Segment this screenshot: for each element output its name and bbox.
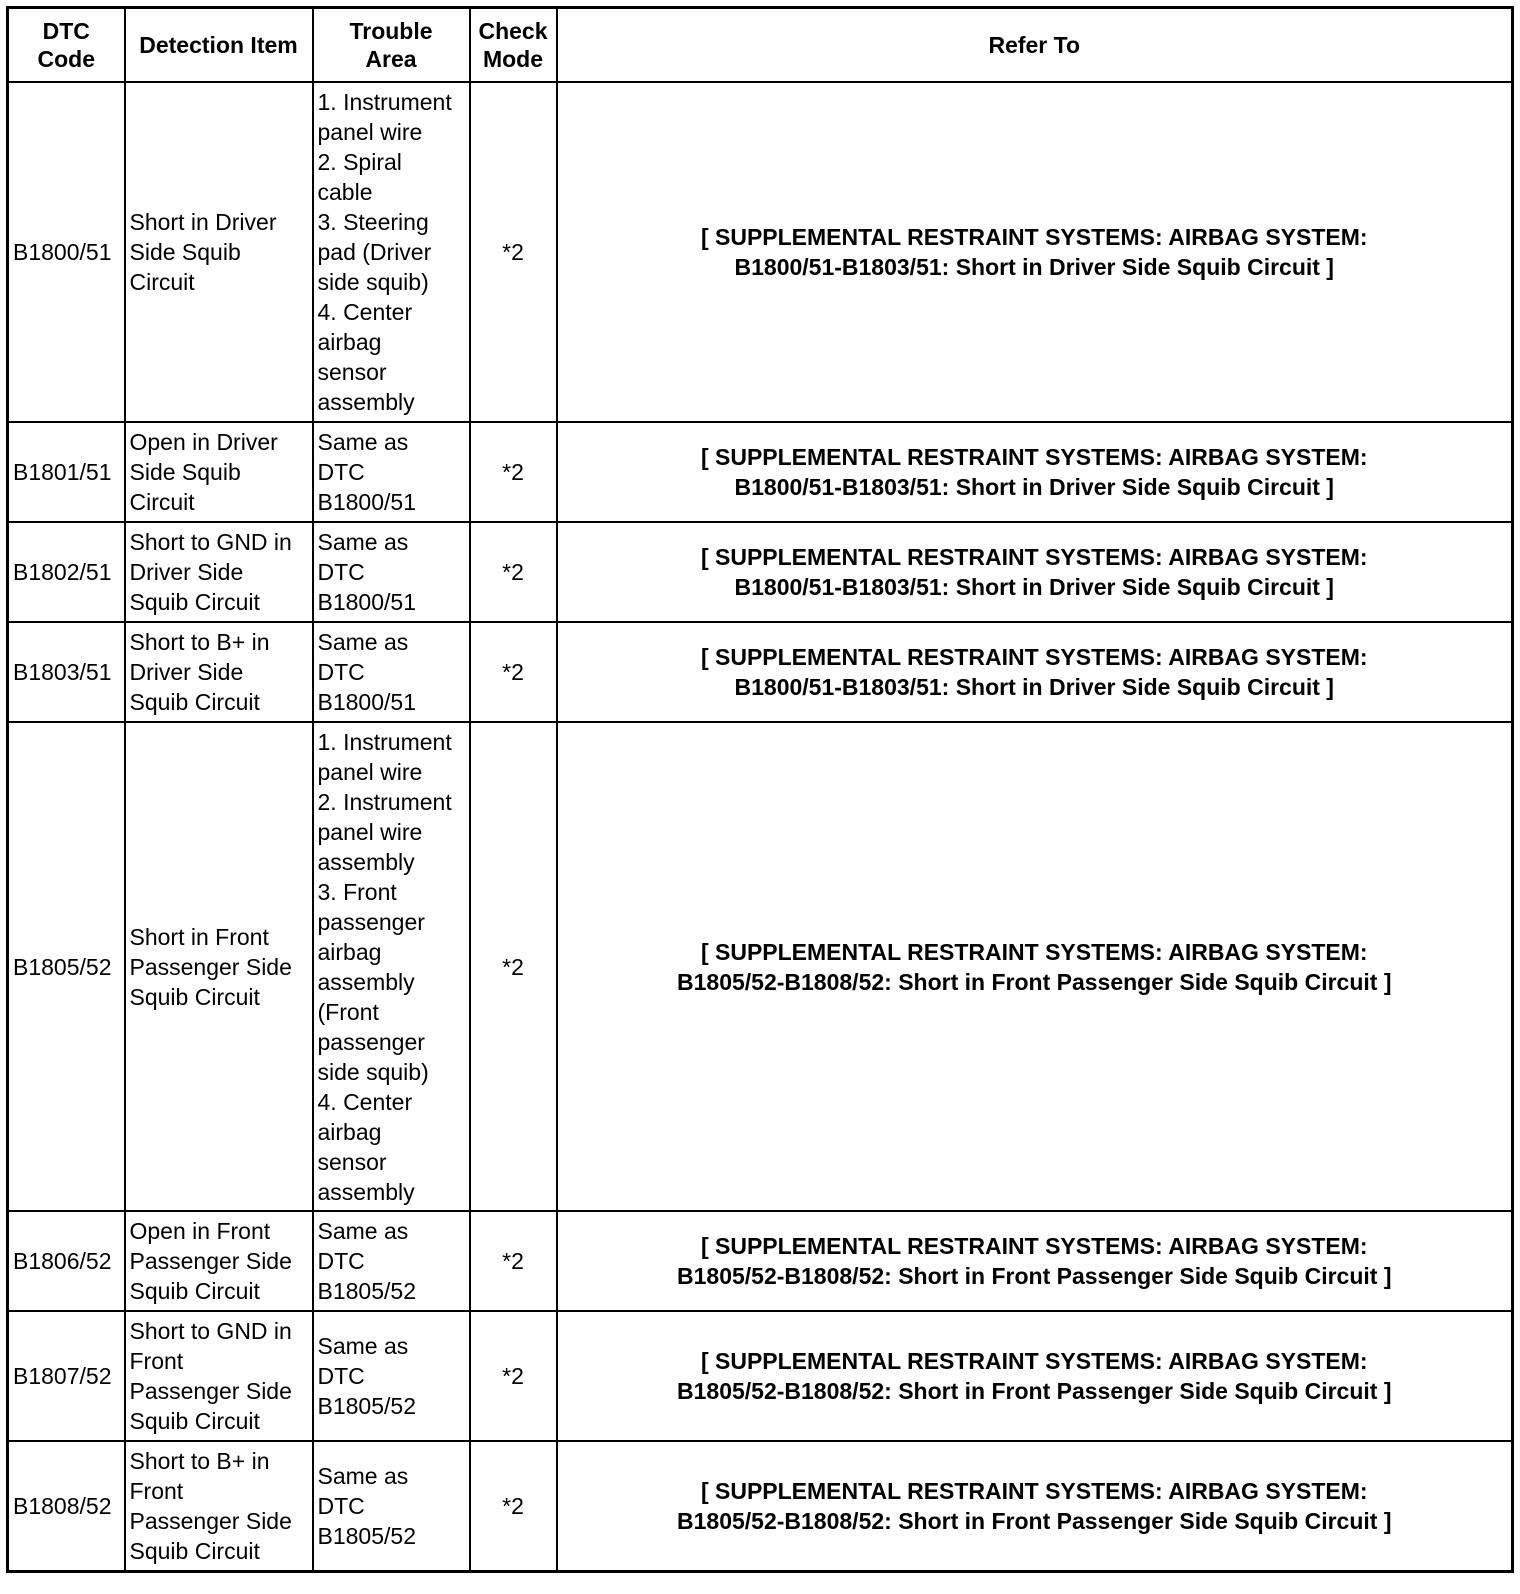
refer-to-link-line: B1805/52-B1808/52: Short in Front Passenger Side Squib Circuit ]: [677, 1378, 1392, 1404]
text-line: Open in Front: [129, 1218, 271, 1244]
text-line: pad (Driver: [317, 239, 432, 265]
text-line: B1805/52: [317, 1523, 416, 1549]
refer-to-link-line: [ SUPPLEMENTAL RESTRAINT SYSTEMS: AIRBAG SYSTEM:: [700, 444, 1368, 470]
check-mode-cell: *2: [470, 722, 557, 1211]
text-line: Passenger Side: [129, 1248, 292, 1274]
text-line: Short in Front: [129, 923, 269, 950]
refer-to-link-line: B1800/51-B1803/51: Short in Driver Side Squib Circuit ]: [734, 474, 1334, 500]
detection-item-cell: [125, 622, 313, 722]
refer-to-link-line: [ SUPPLEMENTAL RESTRAINT SYSTEMS: AIRBAG SYSTEM:: [700, 224, 1368, 250]
text-line: DTC: [317, 1248, 365, 1274]
text-line: Circuit: [129, 489, 195, 515]
check-mode-cell: *2: [470, 422, 557, 522]
text-line: 2. Instrument: [317, 788, 452, 815]
table-row: [8, 1441, 1513, 1572]
text-line: Same as: [317, 629, 409, 655]
dtc-table-container: [6, 6, 1511, 1573]
text-line: Front: [129, 1348, 184, 1374]
text-line: Same as: [317, 529, 409, 555]
header-line: Check: [478, 18, 548, 44]
text-line: 1. Instrument: [317, 89, 452, 115]
detection-item-cell: [125, 82, 313, 422]
text-line: Same as: [317, 1463, 409, 1489]
text-line: Side Squib: [129, 239, 241, 265]
header-line: Detection Item: [139, 32, 298, 58]
text-line: Same as: [317, 1218, 409, 1244]
text-line: Squib Circuit: [129, 983, 260, 1010]
text-line: B1805/52: [317, 1278, 416, 1304]
text-line: DTC: [317, 659, 365, 685]
check-mode-cell: *2: [470, 1311, 557, 1441]
dtc-code-cell: B1807/52: [8, 1311, 125, 1441]
text-line: airbag: [317, 329, 382, 355]
text-line: Short to B+ in: [129, 1448, 270, 1474]
text-line: 1. Instrument: [317, 728, 452, 755]
text-line: cable: [317, 179, 373, 205]
text-line: DTC: [317, 559, 365, 585]
refer-to-link-line: [ SUPPLEMENTAL RESTRAINT SYSTEMS: AIRBAG SYSTEM:: [700, 644, 1368, 670]
refer-to-cell: [557, 82, 1513, 422]
check-mode-cell: *2: [470, 1211, 557, 1311]
dtc-code-cell: B1800/51: [8, 82, 125, 422]
text-line: Squib Circuit: [129, 1278, 260, 1304]
text-line: 2. Spiral: [317, 149, 402, 175]
text-line: 4. Center: [317, 1088, 413, 1115]
table-row: [8, 722, 1513, 1211]
trouble-area-cell: [313, 722, 470, 1211]
text-line: DTC: [317, 1493, 365, 1519]
check-mode-cell: *2: [470, 622, 557, 722]
text-line: Same as: [317, 429, 409, 455]
detection-item-cell: [125, 422, 313, 522]
text-line: Passenger Side: [129, 1508, 292, 1534]
detection-item-cell: [125, 522, 313, 622]
text-line: airbag: [317, 938, 382, 965]
header-line: Code: [37, 46, 95, 72]
refer-to-cell: [557, 422, 1513, 522]
detection-item-cell: [125, 1441, 313, 1572]
text-line: Same as: [317, 1333, 409, 1359]
table-row: [8, 522, 1513, 622]
header-dtc-code: [8, 8, 125, 83]
text-line: 4. Center: [317, 299, 413, 325]
text-line: panel wire: [317, 758, 423, 785]
text-line: Side Squib: [129, 459, 241, 485]
header-check-mode: [470, 8, 557, 83]
text-line: assembly: [317, 389, 415, 415]
text-line: B1800/51: [317, 589, 416, 615]
dtc-code-cell: B1808/52: [8, 1441, 125, 1572]
header-refer-to: [557, 8, 1513, 83]
text-line: airbag: [317, 1118, 382, 1145]
text-line: Circuit: [129, 269, 195, 295]
dtc-code-cell: B1806/52: [8, 1211, 125, 1311]
text-line: Passenger Side: [129, 953, 292, 980]
text-line: Short to GND in: [129, 529, 292, 555]
check-mode-cell: *2: [470, 522, 557, 622]
detection-item-cell: [125, 1211, 313, 1311]
text-line: panel wire: [317, 818, 423, 845]
table-row: [8, 1311, 1513, 1441]
text-line: assembly: [317, 1178, 415, 1205]
trouble-area-cell: [313, 1311, 470, 1441]
dtc-code-cell: B1805/52: [8, 722, 125, 1211]
text-line: sensor: [317, 359, 387, 385]
refer-to-link-line: [ SUPPLEMENTAL RESTRAINT SYSTEMS: AIRBAG SYSTEM:: [700, 1478, 1368, 1504]
check-mode-cell: *2: [470, 82, 557, 422]
trouble-area-cell: [313, 1441, 470, 1572]
text-line: 3. Steering: [317, 209, 429, 235]
refer-to-cell: [557, 622, 1513, 722]
text-line: sensor: [317, 1148, 387, 1175]
refer-to-cell: [557, 1211, 1513, 1311]
refer-to-link-line: B1805/52-B1808/52: Short in Front Passenger Side Squib Circuit ]: [677, 1508, 1392, 1534]
header-line: Trouble: [349, 18, 433, 44]
header-trouble-area: [313, 8, 470, 83]
refer-to-link-line: [ SUPPLEMENTAL RESTRAINT SYSTEMS: AIRBAG SYSTEM:: [700, 1233, 1368, 1259]
text-line: Squib Circuit: [129, 589, 260, 615]
refer-to-link-line: [ SUPPLEMENTAL RESTRAINT SYSTEMS: AIRBAG SYSTEM:: [700, 544, 1368, 570]
refer-to-link-line: B1800/51-B1803/51: Short in Driver Side Squib Circuit ]: [734, 574, 1334, 600]
text-line: Passenger Side: [129, 1378, 292, 1404]
text-line: B1800/51: [317, 689, 416, 715]
text-line: Short to B+ in: [129, 629, 270, 655]
detection-item-cell: [125, 722, 313, 1211]
text-line: Driver Side: [129, 659, 244, 685]
dtc-table: [6, 6, 1514, 1573]
header-detection-item: [125, 8, 313, 83]
text-line: Short to GND in: [129, 1318, 292, 1344]
text-line: Front: [129, 1478, 184, 1504]
refer-to-cell: [557, 1311, 1513, 1441]
text-line: B1805/52: [317, 1393, 416, 1419]
text-line: Short in Driver: [129, 209, 277, 235]
header-line: Area: [365, 46, 417, 72]
text-line: side squib): [317, 269, 429, 295]
text-line: side squib): [317, 1058, 429, 1085]
text-line: B1800/51: [317, 489, 416, 515]
text-line: 3. Front: [317, 878, 397, 905]
refer-to-cell: [557, 522, 1513, 622]
table-header-row: [8, 8, 1513, 83]
table-row: [8, 622, 1513, 722]
refer-to-link-line: [ SUPPLEMENTAL RESTRAINT SYSTEMS: AIRBAG SYSTEM:: [700, 938, 1368, 965]
refer-to-cell: [557, 1441, 1513, 1572]
trouble-area-cell: [313, 82, 470, 422]
header-line: Refer To: [988, 32, 1081, 58]
trouble-area-cell: [313, 1211, 470, 1311]
table-row: [8, 422, 1513, 522]
text-line: assembly: [317, 848, 415, 875]
text-line: Squib Circuit: [129, 1408, 260, 1434]
text-line: Open in Driver: [129, 429, 278, 455]
refer-to-link-line: B1805/52-B1808/52: Short in Front Passenger Side Squib Circuit ]: [677, 968, 1392, 995]
text-line: Squib Circuit: [129, 689, 260, 715]
trouble-area-cell: [313, 622, 470, 722]
text-line: (Front: [317, 998, 379, 1025]
dtc-code-cell: B1803/51: [8, 622, 125, 722]
check-mode-cell: *2: [470, 1441, 557, 1572]
refer-to-link-line: B1800/51-B1803/51: Short in Driver Side Squib Circuit ]: [734, 254, 1334, 280]
table-row: [8, 1211, 1513, 1311]
text-line: panel wire: [317, 119, 423, 145]
dtc-code-cell: B1802/51: [8, 522, 125, 622]
refer-to-cell: [557, 722, 1513, 1211]
header-line: DTC: [42, 18, 90, 44]
refer-to-link-line: [ SUPPLEMENTAL RESTRAINT SYSTEMS: AIRBAG SYSTEM:: [700, 1348, 1368, 1374]
refer-to-link-line: B1800/51-B1803/51: Short in Driver Side Squib Circuit ]: [734, 674, 1334, 700]
detection-item-cell: [125, 1311, 313, 1441]
text-line: Squib Circuit: [129, 1538, 260, 1564]
trouble-area-cell: [313, 422, 470, 522]
text-line: assembly: [317, 968, 415, 995]
dtc-code-cell: B1801/51: [8, 422, 125, 522]
text-line: DTC: [317, 1363, 365, 1389]
refer-to-link-line: B1805/52-B1808/52: Short in Front Passenger Side Squib Circuit ]: [677, 1263, 1392, 1289]
text-line: passenger: [317, 1028, 425, 1055]
header-line: Mode: [482, 46, 544, 72]
text-line: passenger: [317, 908, 425, 935]
table-row: [8, 82, 1513, 422]
text-line: DTC: [317, 459, 365, 485]
text-line: Driver Side: [129, 559, 244, 585]
trouble-area-cell: [313, 522, 470, 622]
